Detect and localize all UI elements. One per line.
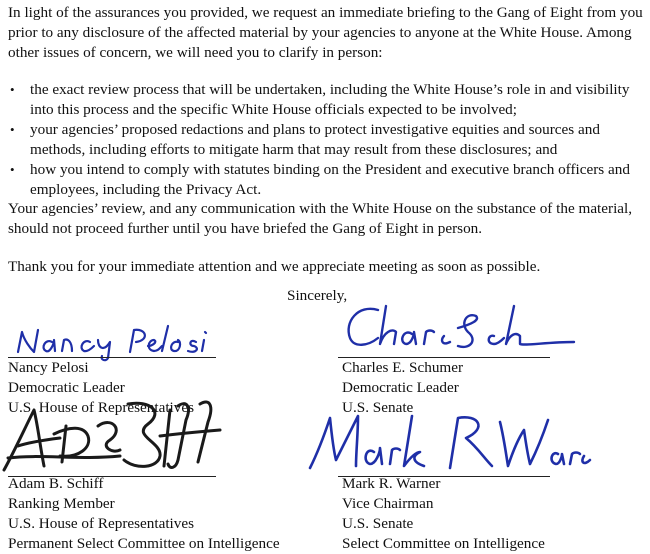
signatory-name: Nancy Pelosi	[8, 359, 89, 376]
schumer-signature-icon	[338, 302, 578, 356]
signature-schumer	[338, 302, 578, 356]
list-item-text: your agencies’ proposed redactions and plans to protect investigative equities and sources and methods, including efforts to mitigate harm that may result from these disclosures; and	[30, 121, 600, 158]
concerns-list	[8, 80, 644, 200]
signatory-body: U.S. House of Representatives	[8, 399, 195, 416]
signatory-title: Democratic Leader	[8, 379, 125, 396]
thanks-paragraph: Thank you for your immediate attention and we appreciate meeting as soon as possible.	[8, 258, 541, 275]
bullet-icon: •	[10, 82, 15, 97]
signatory-body: U.S. Senate	[342, 399, 414, 416]
schiff-signature-icon	[0, 396, 250, 476]
intro-paragraph: In light of the assurances you provided, we request an immediate briefing to the Gang of Eight from you prior to any disclosure of the affected material by your agencies to anyone at the White House. Among other issues of concern, we will need you to clarify in person:	[8, 4, 643, 61]
list-item-text: the exact review process that will be undertaken, including the White House’s role in and visibility into this process and the specific White House officials expected to be involved;	[30, 81, 630, 118]
signatory-name: Mark R. Warner	[342, 475, 441, 492]
closing: Sincerely,	[287, 287, 348, 304]
signatory-committee: Permanent Select Committee on Intelligence	[8, 535, 280, 552]
list-item-text: how you intend to comply with statutes binding on the President and executive branch officers and employees, including the Privacy Act.	[30, 161, 630, 198]
signatory-warner	[342, 474, 545, 554]
signatory-body: U.S. Senate	[342, 515, 414, 532]
signature-warner	[300, 408, 590, 478]
pelosi-signature-icon	[12, 318, 212, 360]
signatory-title: Vice Chairman	[342, 495, 434, 512]
bullet-icon: •	[10, 122, 15, 137]
signatory-name: Adam B. Schiff	[8, 475, 104, 492]
signatory-committee: Select Committee on Intelligence	[342, 535, 545, 552]
signatory-title: Democratic Leader	[342, 379, 459, 396]
list-item	[8, 80, 644, 120]
signatory-schiff	[8, 474, 280, 554]
list-item	[8, 160, 644, 200]
warner-signature-icon	[300, 408, 590, 478]
list-item	[8, 120, 644, 160]
bullet-icon: •	[10, 162, 15, 177]
review-paragraph: Your agencies’ review, and any communication with the White House on the substance of the material, should not proceed further until you have briefed the Gang of Eight in person.	[8, 200, 633, 237]
signature-pelosi	[12, 318, 212, 360]
signatory-title: Ranking Member	[8, 495, 115, 512]
signatory-name: Charles E. Schumer	[342, 359, 464, 376]
signatory-body: U.S. House of Representatives	[8, 515, 195, 532]
signature-schiff	[0, 396, 250, 476]
